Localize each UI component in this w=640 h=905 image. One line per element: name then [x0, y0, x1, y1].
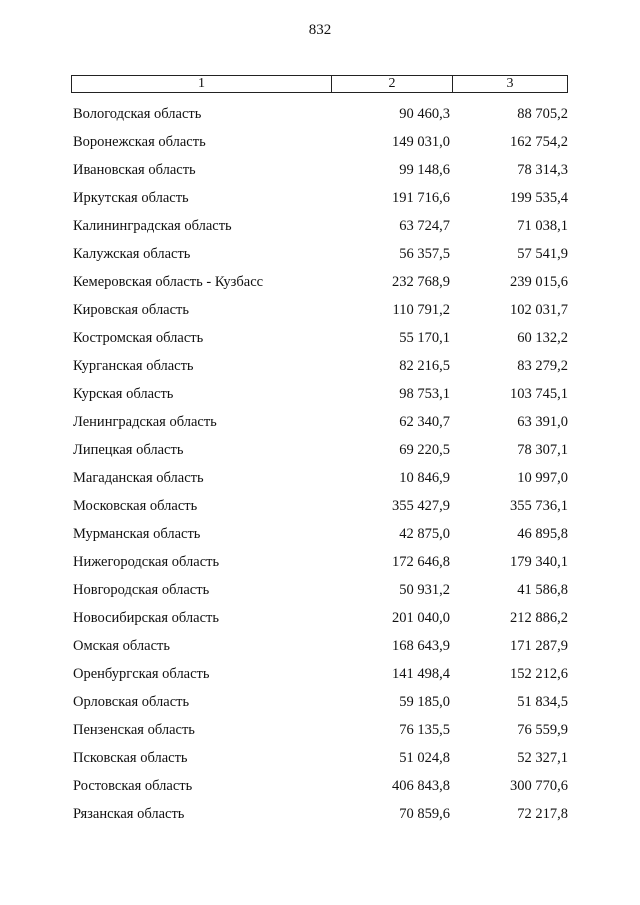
- column-2-value: 63 724,7: [399, 218, 450, 234]
- column-3-value: 78 307,1: [517, 442, 568, 458]
- region-name: Омская область: [73, 638, 170, 654]
- table-row: [71, 804, 568, 832]
- column-2-value: 406 843,8: [392, 778, 450, 794]
- column-2-value: 82 216,5: [399, 358, 450, 374]
- table-header: [71, 75, 568, 93]
- table-row: [71, 496, 568, 524]
- column-3-value: 355 736,1: [510, 498, 568, 514]
- column-3-value: 57 541,9: [517, 246, 568, 262]
- column-2-value: 355 427,9: [392, 498, 450, 514]
- table-row: [71, 188, 568, 216]
- column-2-value: 201 040,0: [392, 610, 450, 626]
- column-3-value: 171 287,9: [510, 638, 568, 654]
- region-name: Рязанская область: [73, 806, 185, 822]
- table-row: [71, 524, 568, 552]
- region-name: Пензенская область: [73, 722, 195, 738]
- column-2-value: 76 135,5: [399, 722, 450, 738]
- column-3-value: 179 340,1: [510, 554, 568, 570]
- table-body: [71, 104, 568, 832]
- table-row: [71, 300, 568, 328]
- column-3-value: 152 212,6: [510, 666, 568, 682]
- column-2-value: 110 791,2: [392, 302, 450, 318]
- column-2-value: 51 024,8: [399, 750, 450, 766]
- column-2-value: 70 859,6: [399, 806, 450, 822]
- region-name: Новгородская область: [73, 582, 210, 598]
- column-header-1: 1: [72, 76, 332, 92]
- column-2-value: 42 875,0: [399, 526, 450, 542]
- table-row: [71, 216, 568, 244]
- region-name: Псковская область: [73, 750, 188, 766]
- column-2-value: 232 768,9: [392, 274, 450, 290]
- table-row: [71, 104, 568, 132]
- column-2-value: 172 646,8: [392, 554, 450, 570]
- column-3-value: 78 314,3: [517, 162, 568, 178]
- column-3-value: 10 997,0: [517, 470, 568, 486]
- region-name: Калужская область: [73, 246, 191, 262]
- region-name: Нижегородская область: [73, 554, 220, 570]
- column-3-value: 71 038,1: [517, 218, 568, 234]
- region-name: Иркутская область: [73, 190, 189, 206]
- table-row: [71, 412, 568, 440]
- column-3-value: 103 745,1: [510, 386, 568, 402]
- column-2-value: 55 170,1: [399, 330, 450, 346]
- column-3-value: 300 770,6: [510, 778, 568, 794]
- column-3-value: 83 279,2: [517, 358, 568, 374]
- column-2-value: 56 357,5: [399, 246, 450, 262]
- region-name: Оренбургская область: [73, 666, 210, 682]
- column-3-value: 212 886,2: [510, 610, 568, 626]
- region-name: Магаданская область: [73, 470, 204, 486]
- column-3-value: 239 015,6: [510, 274, 568, 290]
- column-header-3: 3: [506, 76, 514, 91]
- table-row: [71, 132, 568, 160]
- column-3-value: 72 217,8: [517, 806, 568, 822]
- region-name: Кировская область: [73, 302, 190, 318]
- table-row: [71, 328, 568, 356]
- table-row: [71, 244, 568, 272]
- column-2-value: 50 931,2: [399, 582, 450, 598]
- region-name: Липецкая область: [73, 442, 184, 458]
- region-name: Ивановская область: [73, 162, 196, 178]
- table-row: [71, 384, 568, 412]
- table-row: [71, 608, 568, 636]
- region-name: Костромская область: [73, 330, 204, 346]
- region-name: Московская область: [73, 498, 198, 514]
- column-3-value: 52 327,1: [517, 750, 568, 766]
- table-row: [71, 552, 568, 580]
- region-name: Ростовская область: [73, 778, 193, 794]
- column-3-value: 162 754,2: [510, 134, 568, 150]
- table-row: [71, 272, 568, 300]
- column-3-value: 41 586,8: [517, 582, 568, 598]
- column-3-value: 63 391,0: [517, 414, 568, 430]
- column-2-value: 10 846,9: [399, 470, 450, 486]
- region-name: Воронежская область: [73, 134, 206, 150]
- column-2-value: 149 031,0: [392, 134, 450, 150]
- column-3-value: 51 834,5: [517, 694, 568, 710]
- table-row: [71, 580, 568, 608]
- table-row: [71, 748, 568, 776]
- table-row: [71, 636, 568, 664]
- table-row: [71, 692, 568, 720]
- column-2-value: 62 340,7: [399, 414, 450, 430]
- region-name: Вологодская область: [73, 106, 202, 122]
- column-3-value: 199 535,4: [510, 190, 568, 206]
- table-row: [71, 776, 568, 804]
- table-row: [71, 468, 568, 496]
- table-row: [71, 720, 568, 748]
- table-row: [71, 440, 568, 468]
- table-row: [71, 664, 568, 692]
- column-3-value: 46 895,8: [517, 526, 568, 542]
- column-2-value: 59 185,0: [399, 694, 450, 710]
- table-row: [71, 356, 568, 384]
- column-2-value: 141 498,4: [392, 666, 450, 682]
- column-2-value: 69 220,5: [399, 442, 450, 458]
- region-name: Кемеровская область - Кузбасс: [73, 274, 264, 290]
- column-3-value: 88 705,2: [517, 106, 568, 122]
- column-2-value: 98 753,1: [399, 386, 450, 402]
- region-name: Курская область: [73, 386, 174, 402]
- column-3-value: 60 132,2: [517, 330, 568, 346]
- region-name: Орловская область: [73, 694, 190, 710]
- page-number: 832: [308, 22, 332, 38]
- region-name: Ленинградская область: [73, 414, 217, 430]
- column-2-value: 99 148,6: [399, 162, 450, 178]
- region-name: Мурманская область: [73, 526, 201, 542]
- column-2-value: 191 716,6: [392, 190, 450, 206]
- region-name: Калининградская область: [73, 218, 232, 234]
- column-header-2: 2: [332, 76, 453, 92]
- column-3-value: 76 559,9: [517, 722, 568, 738]
- region-name: Курганская область: [73, 358, 194, 374]
- column-2-value: 90 460,3: [399, 106, 450, 122]
- table-row: [71, 160, 568, 188]
- column-3-value: 102 031,7: [510, 302, 568, 318]
- region-name: Новосибирская область: [73, 610, 219, 626]
- column-2-value: 168 643,9: [392, 638, 450, 654]
